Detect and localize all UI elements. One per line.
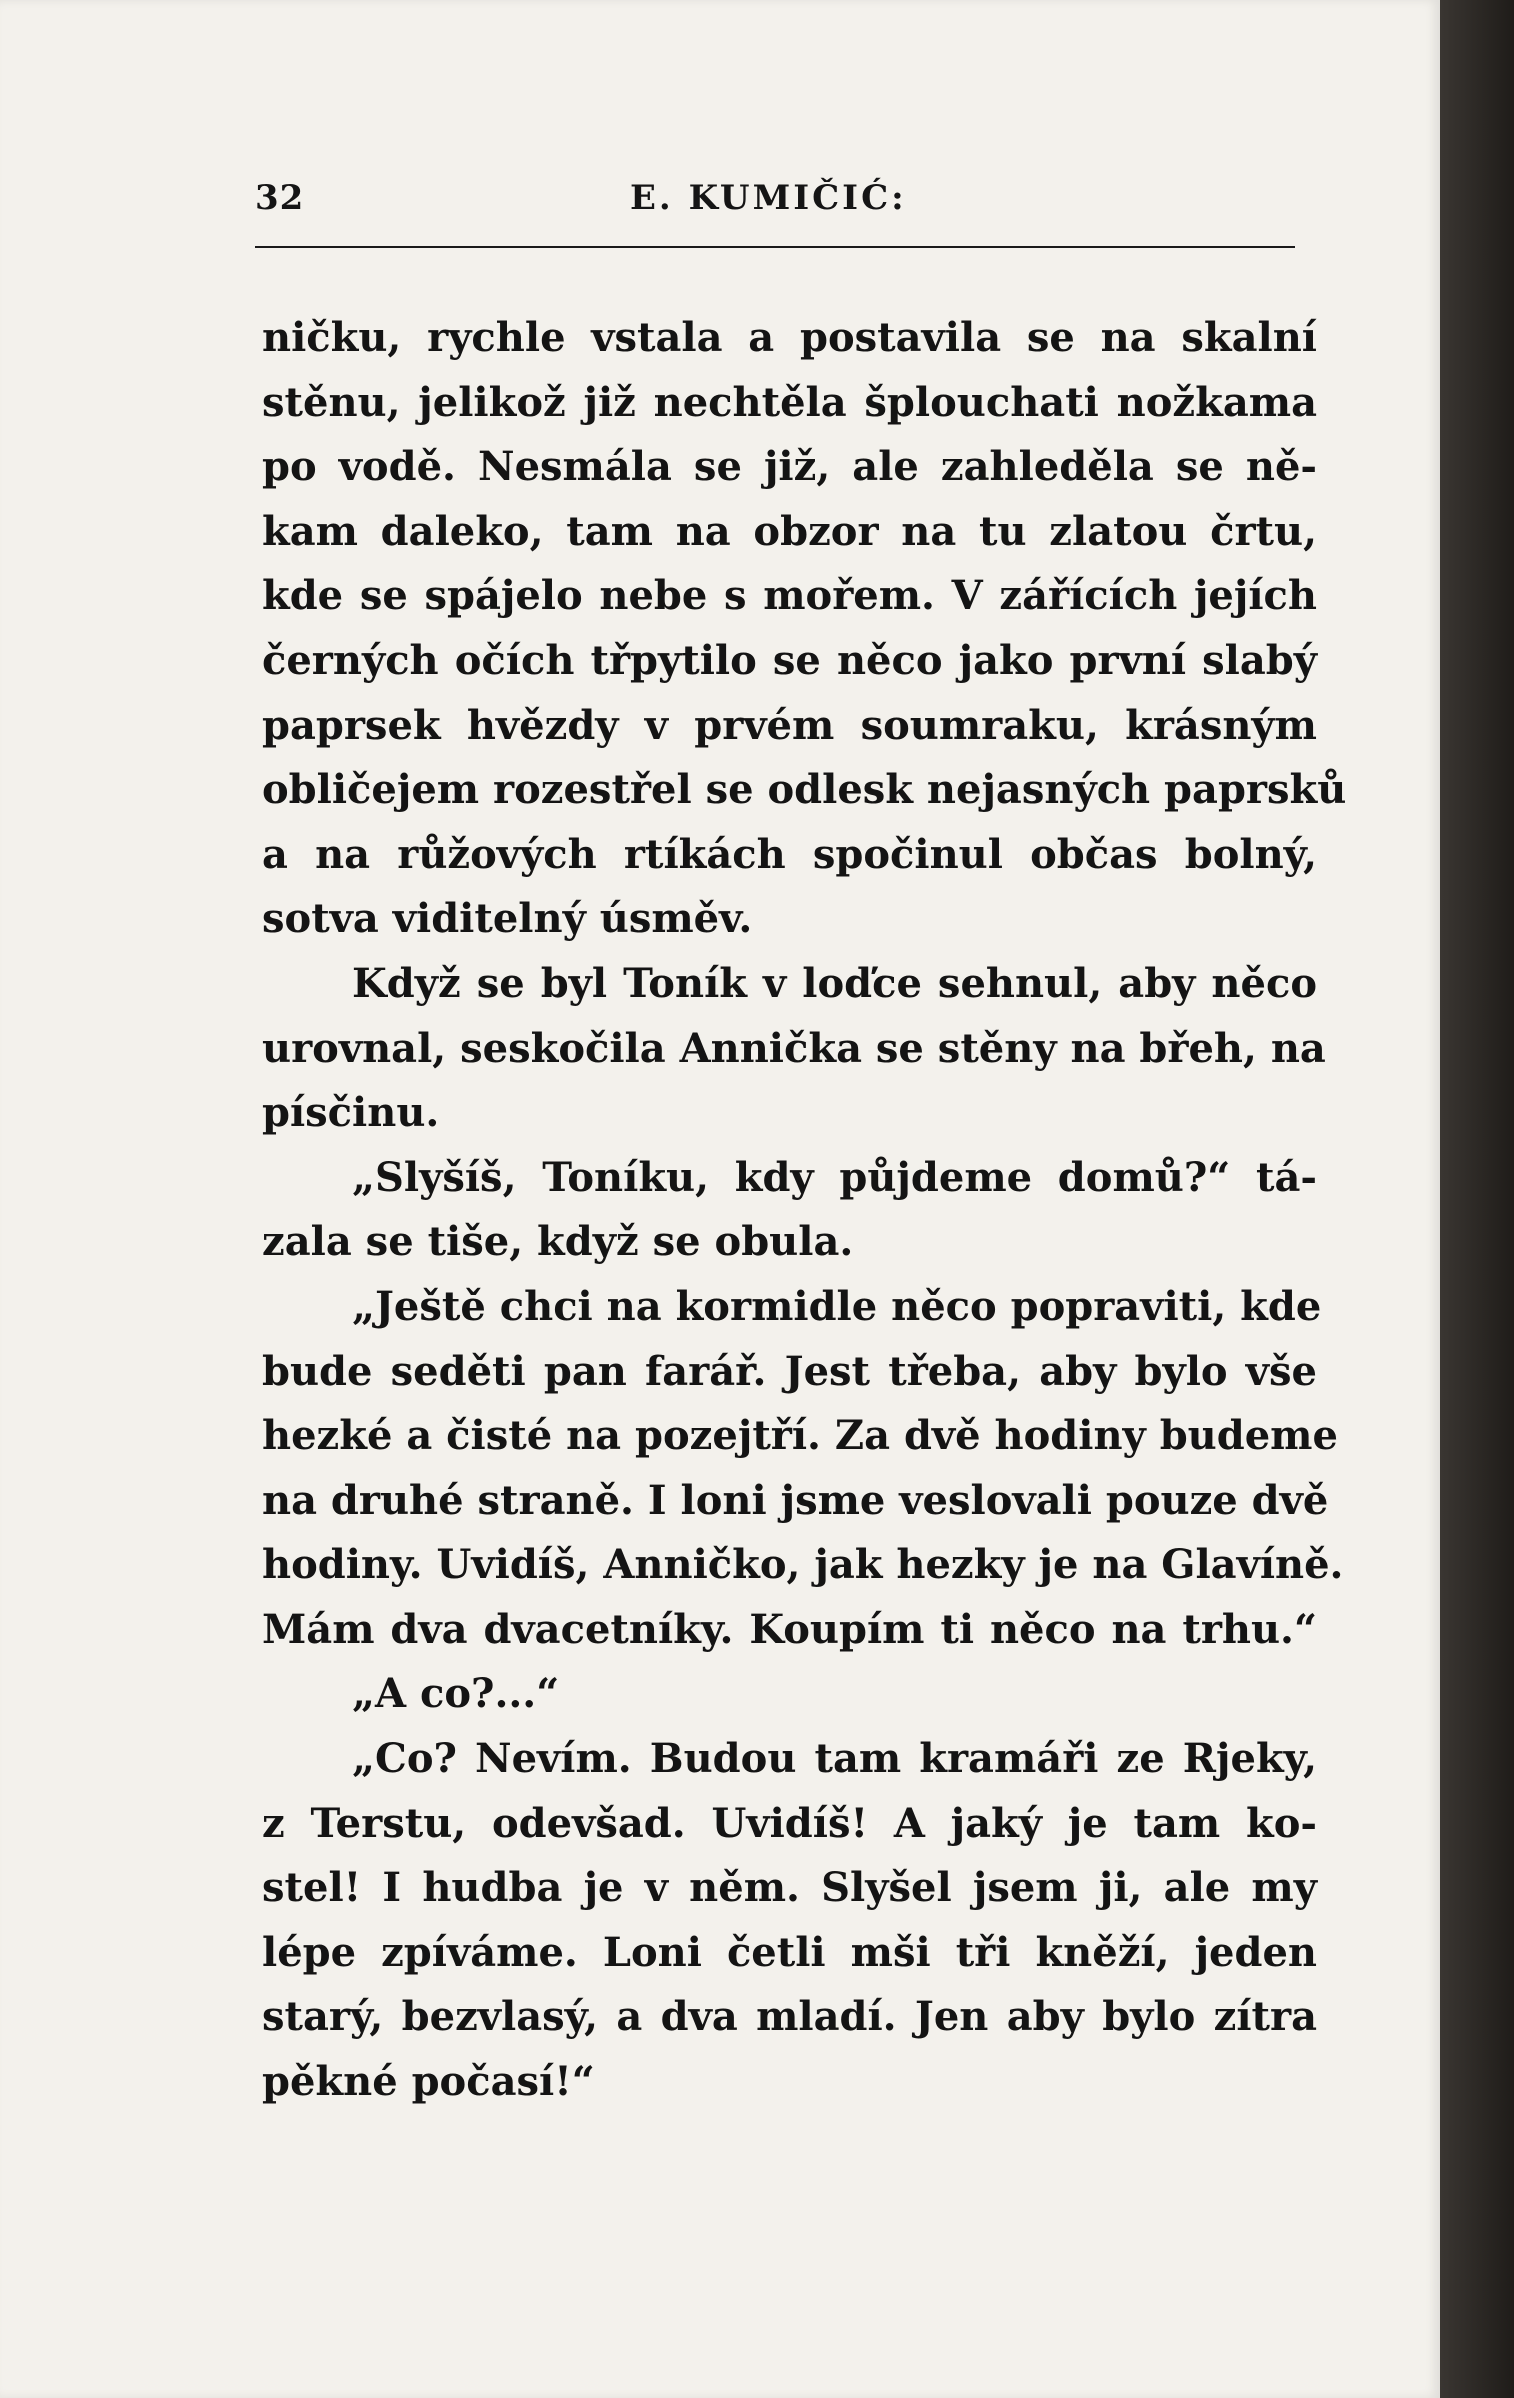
text-line: stěnu, jelikož již nechtěla šplouchati nožkama [262, 378, 1317, 426]
text-line: paprsek hvězdy v prvém soumraku, krásným [262, 701, 1317, 749]
text-line: na druhé straně. I loni jsme veslovali pouze dvě [262, 1476, 1329, 1524]
text-line: Mám dva dvacetníky. Koupím ti něco na trhu.“ [262, 1605, 1317, 1653]
text-line: písčinu. [262, 1089, 440, 1137]
text-line: ničku, rychle vstala a postavila se na skalní [262, 314, 1317, 361]
text-line: kde se spájelo nebe s mořem. V zářících jejích [262, 572, 1317, 620]
text-line: Když se byl Toník v loďce sehnul, aby něco [352, 959, 1317, 1007]
text-line: starý, bezvlasý, a dva mladí. Jen aby bylo zítra [262, 1993, 1317, 2041]
text-line: kam daleko, tam na obzor na tu zlatou črtu, [262, 507, 1317, 555]
text-line: „Co? Nevím. Budou tam kramáři ze Rjeky, [352, 1735, 1317, 1783]
text-line: „Slyšíš, Toníku, kdy půjdeme domů?“ tá- [352, 1153, 1317, 1201]
text-line: po vodě. Nesmála se již, ale zahleděla se ně- [262, 443, 1317, 491]
text-line: bude seděti pan farář. Jest třeba, aby bylo vše [262, 1347, 1317, 1395]
body-text [262, 306, 1347, 2115]
page-edge [1440, 0, 1514, 2398]
text-line: lépe zpíváme. Loni četli mši tři kněží, jeden [262, 1928, 1317, 1976]
text-line: černých očích třpytilo se něco jako první slabý [262, 636, 1317, 684]
text-line: z Terstu, odevšad. Uvidíš! A jaký je tam ko- [262, 1799, 1317, 1847]
text-line: hezké a čisté na pozejtří. Za dvě hodiny budeme [262, 1412, 1338, 1460]
text-line: „A co?...“ [352, 1670, 560, 1718]
text-line: hodiny. Uvidíš, Anničko, jak hezky je na Glavíně. [262, 1541, 1344, 1589]
page-number: 32 [255, 178, 305, 218]
text-line: obličejem rozestřel se odlesk nejasných paprsků [262, 766, 1347, 814]
text-line: a na růžových rtíkách spočinul občas bolný, [262, 830, 1317, 878]
header-rule [255, 246, 1295, 248]
text-line: stel! I hudba je v něm. Slyšel jsem ji, ale my [262, 1864, 1317, 1912]
text-line: „Ještě chci na kormidle něco popraviti, kde [352, 1282, 1322, 1330]
text-line: sotva viditelný úsměv. [262, 895, 753, 943]
text-line: urovnal, seskočila Annička se stěny na břeh, na [262, 1024, 1326, 1072]
page-header [255, 178, 1295, 238]
text-line: pěkné počasí!“ [262, 2058, 595, 2106]
text-line: zala se tiše, když se obula. [262, 1218, 854, 1266]
running-head: E. KUMIČIĆ: [630, 178, 907, 218]
